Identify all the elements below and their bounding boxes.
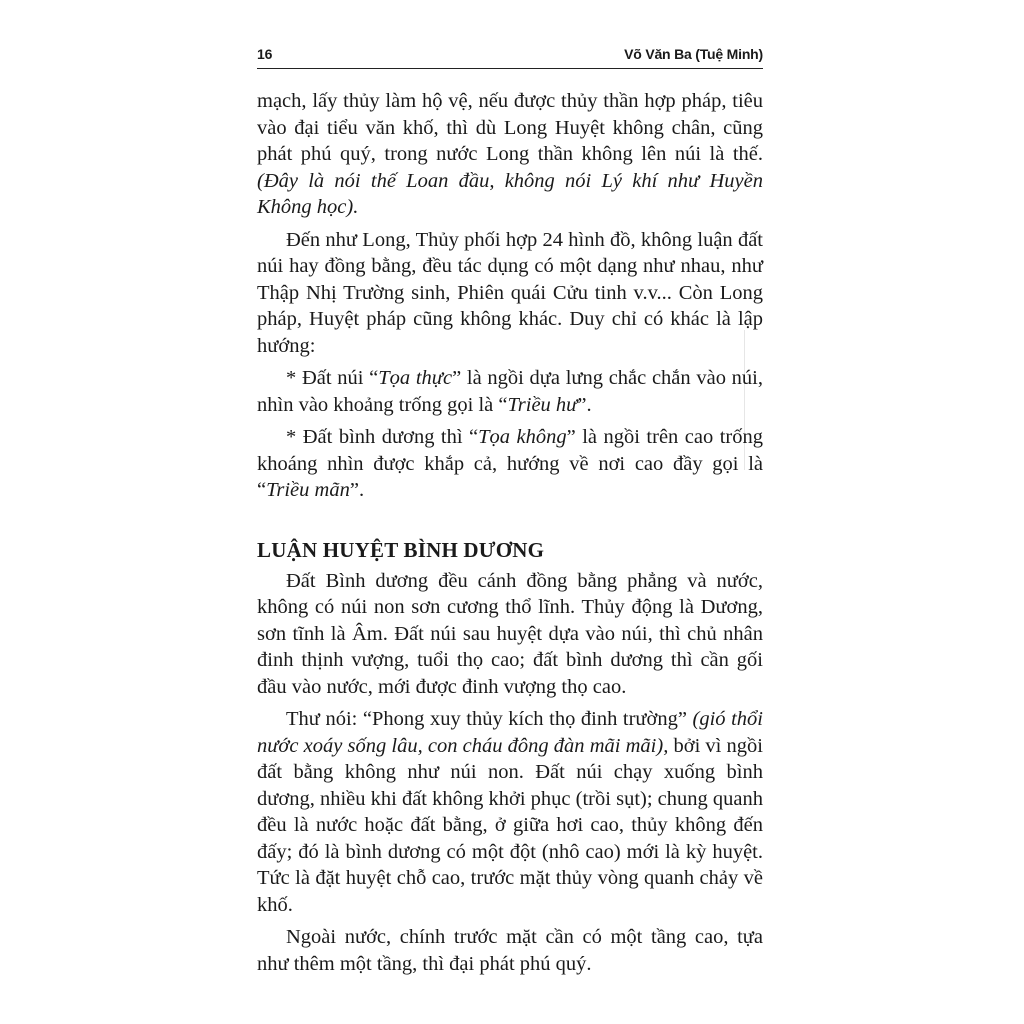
bullet-item-plain — [257, 424, 763, 504]
paragraph-italic-gloss: (gió thổi nước xoáy sống lâu, con cháu đông đàn mãi mãi), — [257, 708, 763, 757]
bullet-text: ” là ngồi dựa lưng chắc chắn vào núi, nhìn vào khoảng trống gọi là “ — [257, 367, 763, 416]
author-name: Võ Văn Ba (Tuệ Minh) — [624, 46, 763, 62]
bullet-text: ” là ngồi trên cao trống khoáng nhìn được khắp cả, hướng về nơi cao đầy gọi là “ — [257, 426, 763, 501]
bullet-item-mountain — [257, 365, 763, 418]
paragraph-quote — [257, 706, 763, 918]
running-header — [257, 44, 763, 69]
paragraph: Đất Bình dương đều cánh đồng bằng phẳng và nước, không có núi non sơn cương thổ lĩnh. Thủy động là Dương, sơn tĩnh là Âm. Đất núi sau huyệt dựa vào núi, thì chủ nhân đinh thịnh vượng, tuổi thọ cao; đất bình dương thì cần gối đầu vào nước, mới được đinh vượng thọ cao. — [257, 569, 763, 698]
paragraph-text: mạch, lấy thủy làm hộ vệ, nếu được thủy thần hợp pháp, tiêu vào đại tiểu văn khố, thì dù Long Huyệt không chân, cũng phát phú quý, trong nước Long thần không lên núi là thế. — [257, 90, 763, 165]
bullet-term: Triều hư — [507, 393, 578, 416]
paragraph-text: Thư nói: “Phong xuy thủy kích thọ đinh trường” — [286, 708, 693, 730]
paragraph: Đến như Long, Thủy phối hợp 24 hình đồ, không luận đất núi hay đồng bằng, đều tác dụng có một dạng như nhau, như Thập Nhị Trường sinh, Phiên quái Cửu tinh v.v... Còn Long pháp, Huyệt pháp cũng không khác. Duy chỉ có khác là lập hướng: — [257, 228, 763, 357]
bullet-term: Tọa thực — [378, 367, 453, 389]
paragraph: Ngoài nước, chính trước mặt cần có một tầng cao, tựa như thêm một tầng, thì đại phát phú quý. — [257, 926, 763, 975]
paragraph-continuation — [257, 88, 763, 221]
paragraph-italic-note: (Đây là nói thế Loan đầu, không nói Lý khí như Huyền Không học). — [257, 169, 763, 218]
bullet-text: * Đất núi “ — [286, 367, 379, 389]
bullet-term: Tọa không — [478, 426, 567, 448]
paragraph-text: bởi vì ngồi đất bằng không như núi non. Đất núi chạy xuống bình dương, nhiều khi đất không khởi phục (trồi sụt); chung quanh đều là nước hoặc đất bằng, ở giữa hơi cao, thủy không đến đấy; đó là bình dương có một đột (nhô cao) mới là kỳ huyệt. Tức là đặt huyệt chỗ cao, trước mặt thủy vòng quanh chảy về khố. — [257, 734, 763, 916]
section-heading: LUẬN HUYỆT BÌNH DƯƠNG — [257, 537, 545, 562]
bullet-text: ”. — [577, 393, 592, 416]
page-number: 16 — [257, 46, 273, 62]
bullet-text: ”. — [349, 479, 365, 501]
bullet-term: Triều mãn — [266, 479, 350, 501]
bullet-text: * Đất bình dương thì “ — [286, 426, 479, 448]
body-text — [257, 88, 763, 977]
